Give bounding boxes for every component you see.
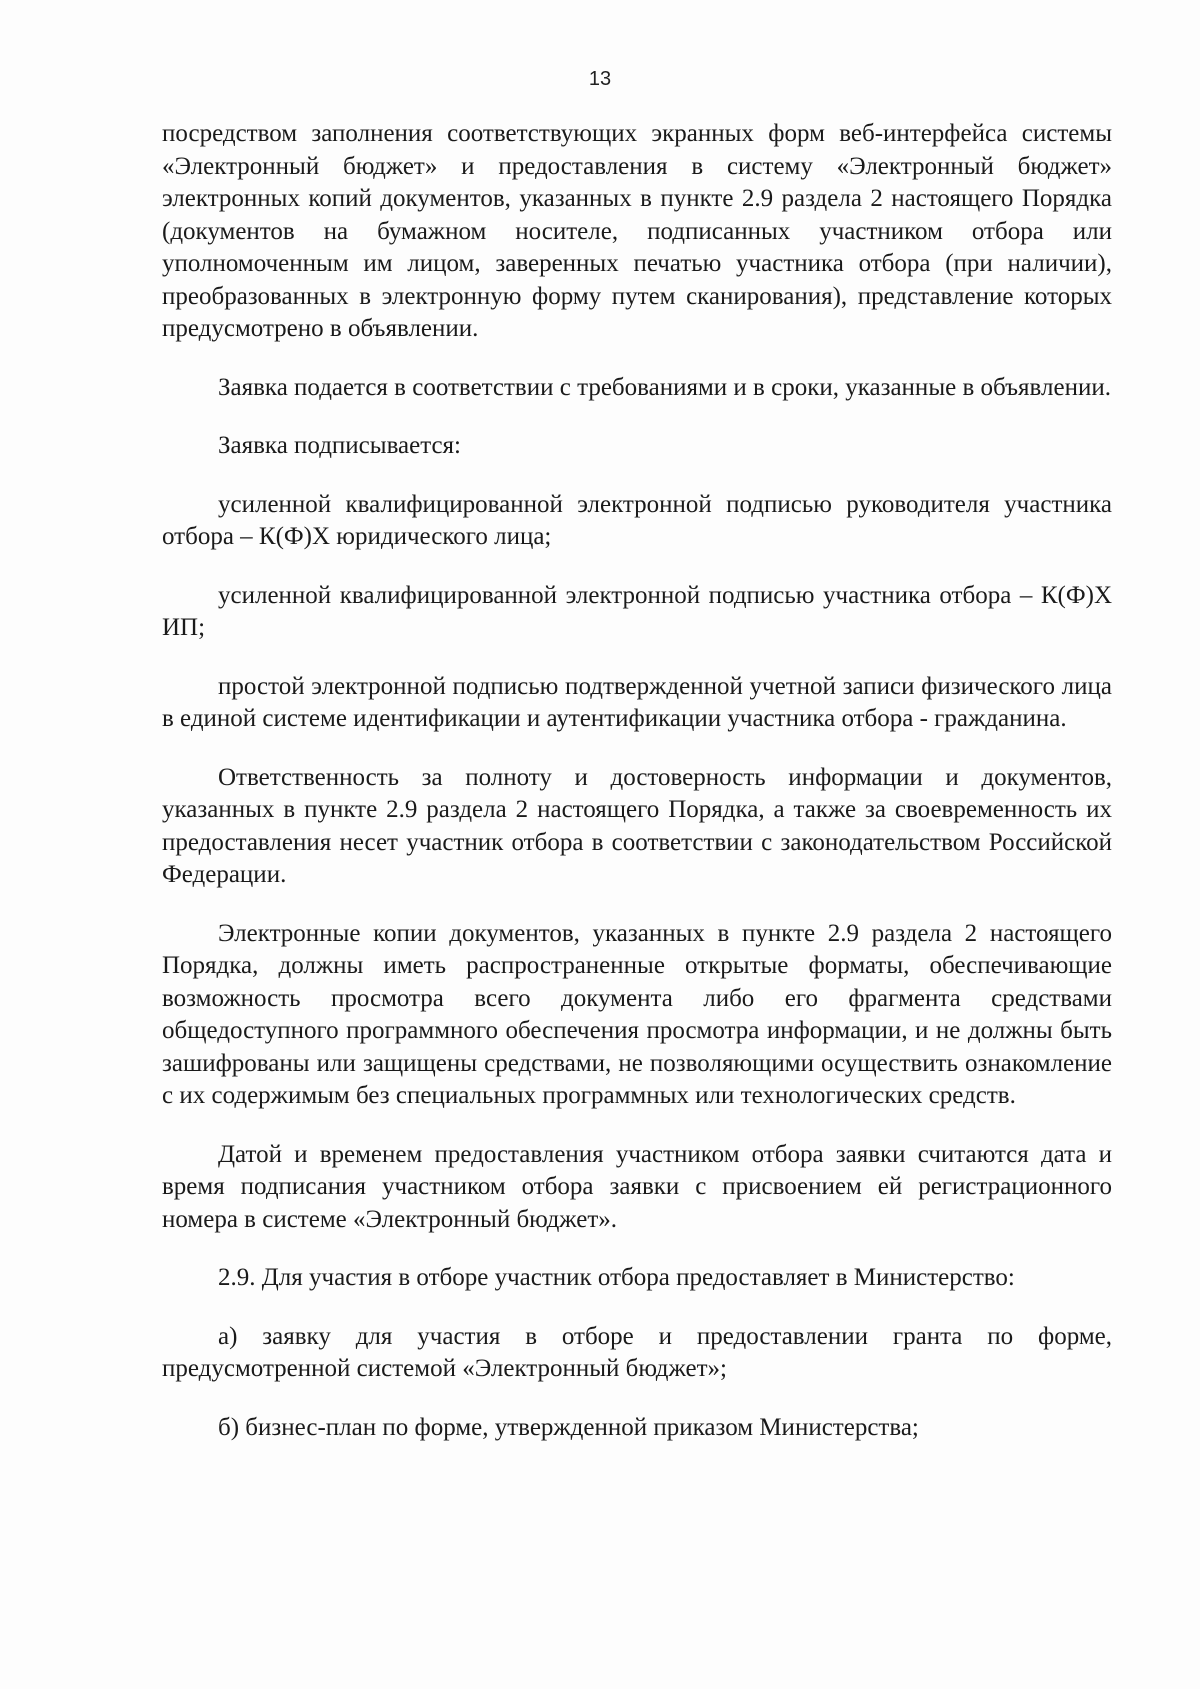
paragraph-responsibility: Ответственность за полноту и достоверность информации и документов, указанных в пункте 2.9 раздела 2 настоящего Порядка, а также за своевременность их предоставления несет участник отбора в соответствии с законодательством Российской Федерации. — [162, 763, 1112, 888]
paragraph-signature-legal-entity: усиленной квалифицированной электронной подписью руководителя участника отбора – К(Ф)Х юридического лица; — [162, 490, 1112, 550]
paragraph-signature-citizen: простой электронной подписью подтвержденной учетной записи физического лица в единой системе идентификации и аутентификации участника отбора - гражданина. — [162, 672, 1112, 732]
paragraph-submission-method: посредством заполнения соответствующих экранных форм веб-интерфейса системы «Электронный бюджет» и предоставления в систему «Электронный бюджет» электронных копий документов, указанных в пункте 2.9 раздела 2 настоящего Порядка (документов на бумажном носителе, подписанных участником отбора или уполномоченным им лицом, заверенных печатью участника отбора (при наличии), преобразованных в электронную форму путем сканирования), представление которых предусмотрено в объявлении. — [162, 120, 1112, 342]
paragraph-item-b: б) бизнес-план по форме, утвержденной приказом Министерства; — [218, 1413, 919, 1441]
paragraph-signature-intro: Заявка подписывается: — [218, 432, 462, 459]
paragraph-signature-ip: усиленной квалифицированной электронной подписью участника отбора – К(Ф)Х ИП; — [162, 581, 1112, 641]
page-number: 13 — [588, 68, 612, 90]
paragraph-electronic-copies: Электронные копии документов, указанных в пункте 2.9 раздела 2 настоящего Порядка, должны иметь распространенные открытые форматы, обеспечивающие возможность просмотра всего документа либо его фрагмента средствами общедоступного программного обеспечения просмотра информации, и не должны быть зашифрованы или защищены средствами, не позволяющими осуществить ознакомление с их содержимым без специальных программных или технологических средств. — [162, 919, 1112, 1109]
paragraph-application-deadline: Заявка подается в соответствии с требованиями и в сроки, указанные в объявлении. — [218, 373, 1111, 401]
paragraph-submission-date: Датой и временем предоставления участником отбора заявки считаются дата и время подписания участником отбора заявки с присвоением ей регистрационного номера в системе «Электронный бюджет». — [162, 1140, 1112, 1233]
paragraph-item-a: а) заявку для участия в отборе и предоставлении гранта по форме, предусмотренной системой «Электронный бюджет»; — [162, 1322, 1112, 1382]
paragraph-section-2-9: 2.9. Для участия в отборе участник отбора предоставляет в Министерство: — [218, 1264, 1015, 1291]
document-body — [162, 118, 1112, 1470]
